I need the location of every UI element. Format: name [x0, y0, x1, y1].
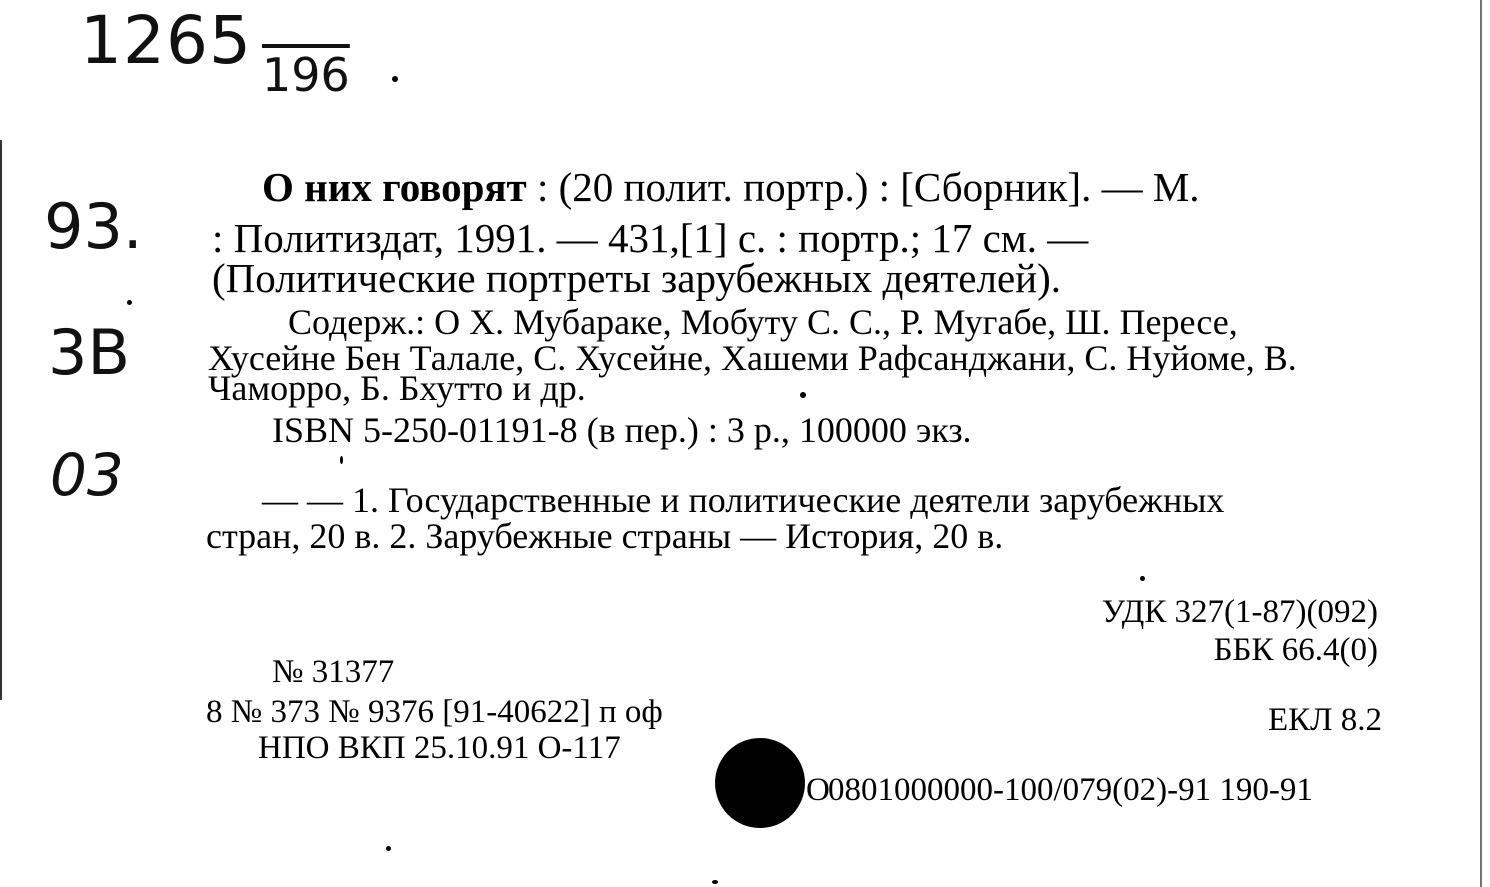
contents-line-2: Хусейне Бен Талале, С. Хусейне, Хашеми Рафсанджани, С. Нуйоме, В.: [208, 338, 1297, 378]
bbk-code: ББК 66.4(0): [1213, 632, 1378, 668]
subjects-line-2: стран, 20 в. 2. Зарубежные страны — История, 20 в.: [206, 516, 1004, 556]
ink-speck: [340, 456, 343, 464]
ekl-code: ЕКЛ 8.2: [1267, 702, 1382, 738]
ink-speck: [386, 846, 391, 851]
record-series-line: (Политические портреты зарубежных деятелей).: [212, 255, 1061, 301]
record-title-rest: : (20 полит. портр.) : [Сборник]. — М.: [526, 164, 1200, 210]
card-left-edge: [0, 140, 2, 700]
record-title: О них говорят: [262, 164, 527, 210]
handwritten-shelf-sub: 196: [262, 48, 350, 102]
ink-speck: [712, 880, 718, 884]
record-publication-line: : Политиздат, 1991. — 431,[1] с. : портр.; 17 см. —: [212, 215, 1089, 261]
handwritten-margin-note-3: 03: [50, 441, 124, 509]
card-number: № 31377: [272, 654, 395, 690]
ink-blot: [715, 738, 805, 828]
contents-line-3: Чаморро, Б. Бхутто и др.: [208, 368, 586, 408]
ink-speck: [392, 76, 398, 82]
code-prefix: О: [806, 772, 830, 808]
isbn-line: ISBN 5-250-01191-8 (в пер.) : 3 р., 100000 экз.: [272, 410, 972, 450]
record-title-line: [262, 164, 1200, 210]
handwritten-margin-note-2: 3B: [48, 316, 130, 389]
ink-speck: [800, 392, 806, 398]
npo-line: НПО ВКП 25.10.91 О-117: [258, 730, 621, 766]
subjects-line-1: — — 1. Государственные и политические деятели зарубежных: [262, 480, 1225, 520]
contents-line-1: Содерж.: О Х. Мубараке, Мобуту С. С., Р. Мугабе, Ш. Пересе,: [288, 302, 1238, 342]
ink-speck: [1140, 576, 1145, 581]
catalog-code: 0801000000-100/079(02)-91 190-91: [828, 772, 1313, 808]
handwritten-shelf-mark: 1265: [80, 2, 252, 79]
udk-code: УДК 327(1-87)(092): [1101, 594, 1378, 630]
order-line: 8 № 373 № 9376 [91-40622] п оф: [206, 694, 663, 730]
card-right-edge: [1480, 0, 1482, 887]
handwritten-margin-note-1: 93.: [44, 190, 143, 263]
ink-speck: [127, 300, 132, 305]
